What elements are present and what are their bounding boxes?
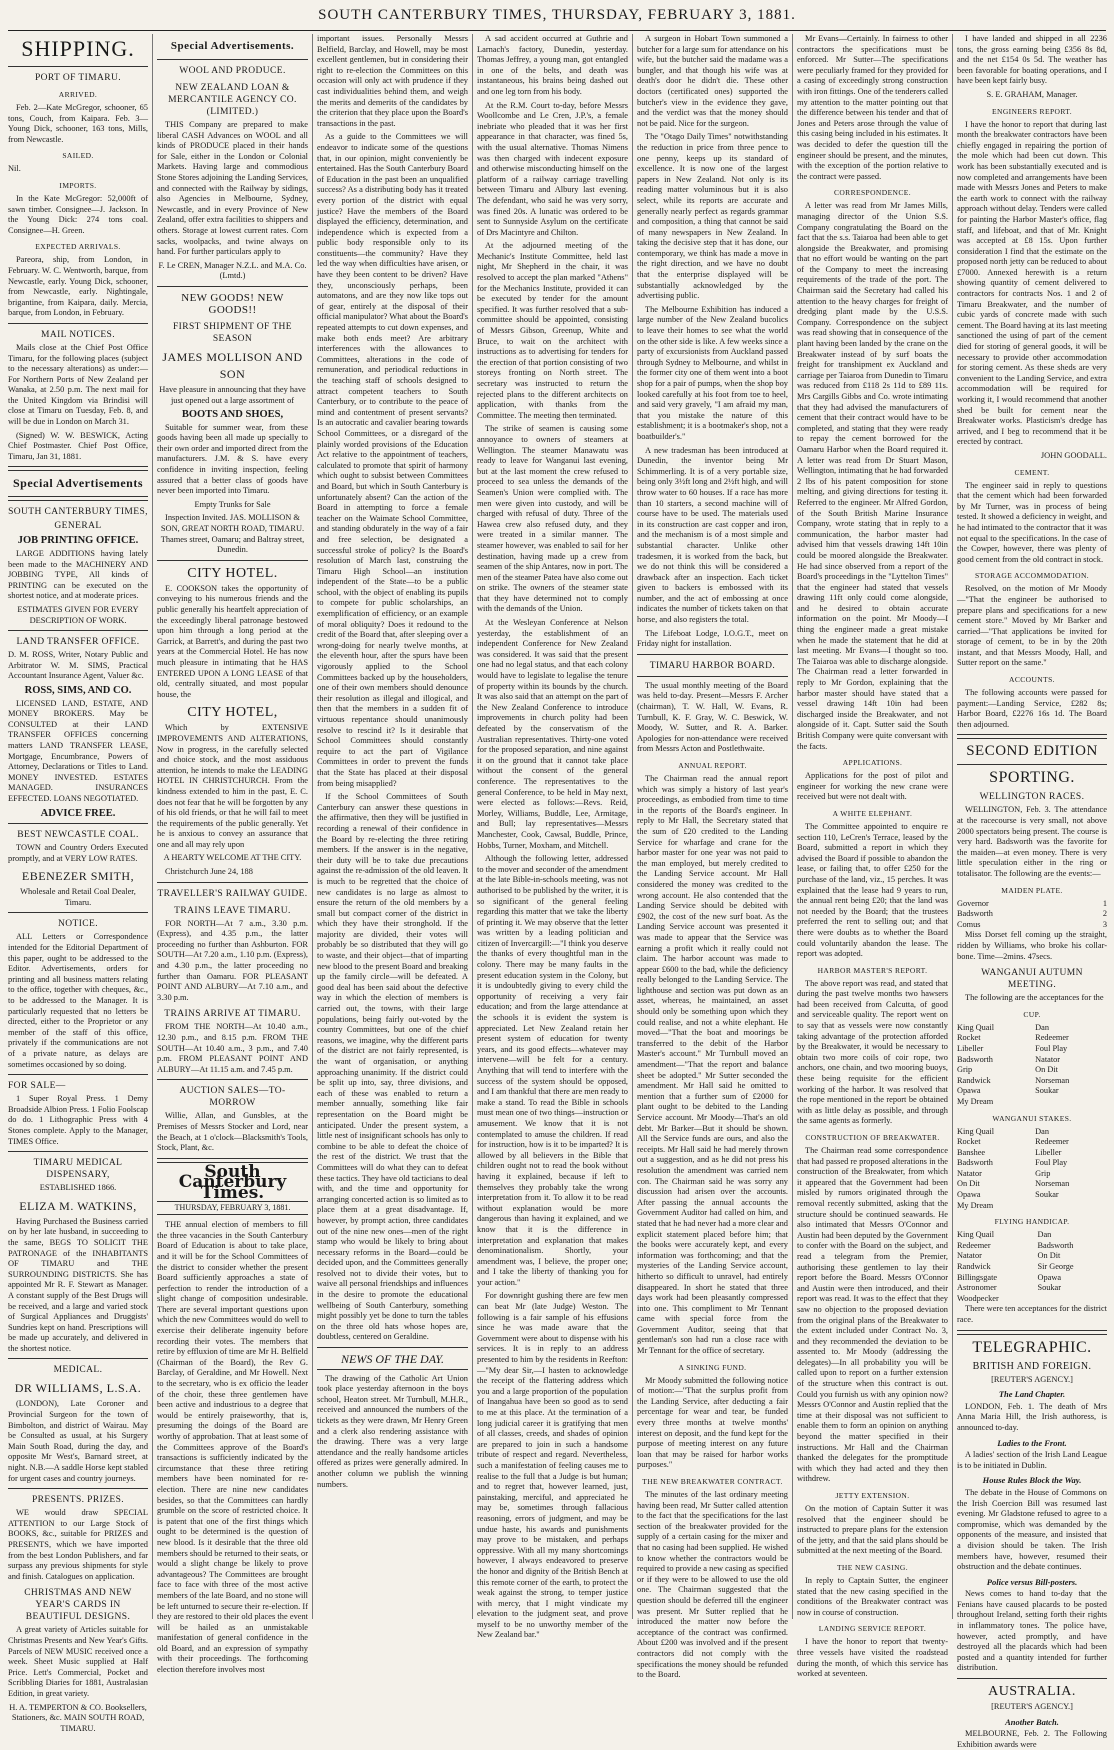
horse-name: Dan	[1035, 1022, 1049, 1032]
column-5	[637, 34, 788, 1680]
editorial-paragraph: If the School Committees of South Canterbury can answer these questions in the affirmative, then they will be justified in recording a renewal of their confidence in the Board by re-electing the three retiring members. If the answer is in the negative, their duty will be to take due precautions against the re-admission of the old leaven. It is much to be regretted that the choice of new candidates is no large as almost to ensure the return of the old members by a small but compact corner of the district in which they have their stronghold. If the majority are divided, their votes will probably be so distributed that they will go to waste, and their object—that of imparting new blood to the present Board and breaking up the family circle—will be defeated. A good deal has been said about the defective way in which the election of members is carried out, the towns, with their large populations, being fairly out-voted by the country Committees, but one of the chief reasons, we imagine, why the different parts of the district are not fairly represented, is the want of organisation, or anything approaching unanimity. If the district could be split up into, say, three divisions, and each of these was enabled to return a member annually, something like fair representation on the Board might be anticipated. Under the present system, a little nest of insignificant schools has only to combine to be able to defeat the choice of the rest of the district. We trust that the Committees will do what they can to defeat these tactics. They have old tacticians to deal with, and the time and opportunity for arranging concerted action is so limited as to place them at a great disadvantage. If, however, by prompt action, three candidates out of the nine new ones—men of the right stamp who would be likely to bring about necessary reforms in the Board—could be decided upon, and the Committees generally resolved not to divide their votes, but to waive all personal friendships and influences in the desire to promote the educational wellbeing of South Canterbury, something might possibly yet be done to turn the tables on the three old hats whose hopes are, doubtless, centered on Geraldine.	[317, 792, 469, 1342]
table-row	[957, 1055, 1107, 1066]
column-2	[157, 34, 308, 1675]
hotel-text: E. COOKSON takes the opportunity of conveying to his numerous friends and the public generally his heartfelt appreciation of the exceedingly liberal patronage bestowed upon him through a long period at the Garrick, at Barrett's, and during the past two years at the Commercial Hotel. He has now much pleasure in intimating that he HAS ENTERED UPON A LONG LEASE of that old, centrally situated, and most popular house, the	[157, 583, 308, 699]
table-row	[957, 1127, 1107, 1138]
harbour-paragraph: In reply to Captain Sutter, the engineer stated that the new casing specified in the conditions of the Breakwater contract was now in course of construction.	[797, 1575, 948, 1617]
horse-name: Dan	[1037, 1230, 1052, 1240]
horse-name: Dan	[1035, 1126, 1049, 1136]
cable-heading: Police versus Bill-posters.	[986, 1576, 1078, 1587]
harbour-board-heading: TIMARU HARBOR BOARD.	[649, 660, 776, 671]
horse-name: Randwick	[957, 1262, 991, 1272]
reuter-credit: [REUTER'S AGENCY.]	[991, 1374, 1073, 1384]
masthead: SOUTH CANTERBURY TIMES, THURSDAY, FEBRUARY 3, 1881.	[318, 7, 796, 23]
land-text: LICENSED LAND, ESTATE, AND MONEY BROKERS. May be CONSULTED at their LAND TRANSFER OFFICES concerning matters LAND TRANSFER LEASE, Mortgage, Encumbrance, Powers of Attorney, Declarations or Titles to Land. MONEY INVESTED. ESTATES MANAGED. INSURANCES EFFECTED. LOANS NEGOTIATED.	[8, 698, 148, 803]
table-row	[957, 909, 1107, 920]
sinking-fund-heading: A SINKING FUND.	[678, 1362, 747, 1372]
mollison-trunks: Empty Trunks for Sale	[194, 499, 271, 509]
table-row	[957, 1169, 1107, 1180]
divider	[8, 1488, 148, 1489]
sporting-heading: SPORTING.	[989, 769, 1075, 787]
sporting-paragraph: Miss Dorset fell coming up the straight, ridden by Williams, who broke his collar-bone. Time—2mins. 47secs.	[957, 930, 1107, 961]
horse-name: Randwick	[957, 1075, 991, 1085]
divider	[8, 1151, 148, 1152]
cement-heading: CEMENT.	[1014, 467, 1050, 477]
cable-heading: Ladies to the Front.	[997, 1437, 1067, 1448]
column-rule	[312, 34, 313, 1619]
expected-heading: EXPECTED ARRIVALS.	[35, 242, 121, 252]
cable-heading: House Rules Block the Way.	[982, 1475, 1082, 1486]
table-row	[957, 1044, 1107, 1055]
auction-heading: AUCTION SALES—TO-MORROW	[179, 1086, 286, 1109]
table-row	[957, 1283, 1107, 1294]
divider	[317, 1347, 468, 1348]
office-text: LARGE ADDITIONS having lately been made to the MACHINERY AND JOBBING TYPE, All kinds of PRINTING can be executed on the shortest notice, and at moderate prices.	[8, 549, 148, 601]
jetty-heading: JETTY EXTENSION.	[835, 1491, 910, 1500]
divider	[157, 286, 308, 287]
divider	[637, 654, 788, 655]
news-paragraph: At the R.M. Court to-day, before Messrs Woollcombe and Le Cren, J.P.'s, a female inebriate who pleaded that it was her first appearance in that character, was fined 5s, with the usual alternative. Thomas Nimens was then charged with indecent exposure and otherwise misconducting himself on the platform of a railway carriage travelling between Timaru and Albury last evening. The defendant, who said he was very sorry, was fined 20s. A lunatic was ordered to be sent to Sunnyside Asylum on the certificate of Drs Macintyre and Chilton.	[477, 100, 628, 237]
table-row	[957, 1023, 1107, 1034]
flying-handicap-heading: FLYING HANDICAP.	[994, 1217, 1070, 1227]
divider	[157, 1079, 308, 1080]
table-row	[957, 1273, 1107, 1284]
office-line-2: GENERAL	[54, 521, 102, 532]
divider	[157, 560, 308, 561]
applications-heading: APPLICATIONS.	[842, 758, 903, 768]
british-foreign-heading: BRITISH AND FOREIGN.	[972, 1360, 1092, 1372]
dispensary-name: ELIZA M. WATKINS,	[19, 1198, 137, 1213]
notice-text: ALL Letters or Correspondence intended for the Editorial Department of this paper, ought to be addressed to the Editor. Advertisements, orders for printing and all business matters relating to the office, together with cheques, &c., to be addressed to the Manager. It is particularly requested that no letters be directed, either to the Proprietor or any member of the staff of this office, privately if the communications are not of a private nature, as delays are sometimes occasioned by so doing.	[8, 932, 148, 1069]
office-line-1: SOUTH CANTERBURY TIMES,	[8, 507, 148, 518]
horse-name: On Dit	[1037, 1251, 1061, 1261]
harbour-paragraph: The usual monthly meeting of the Board was held to-day. Present—Messrs F. Archer (chairman), T. W. Hall, W. Evans, R. Turnbull, K. F. Gray, W. C. Beswick, W. Moody, W. Sutter, and R. A. Barker. Apologies for non-attendance were received from Messrs Acton and Postlethwaite.	[637, 680, 788, 754]
table-row	[957, 1179, 1107, 1190]
dispensary-heading: TIMARU MEDICAL DISPENSARY,	[33, 1158, 123, 1181]
office-footer: ESTIMATES GIVEN FOR EVERY DESCRIPTION OF WORK.	[17, 605, 139, 625]
nzla-signature: F. Le CREN, Manager N.Z.L. and M.A. Co. (Lmtd.)	[158, 260, 307, 281]
table-row	[957, 1065, 1107, 1076]
cable-paragraph: News comes to hand to-day that the Fenians have caused placards to be posted throughout Ireland, setting forth their rights in inflammatory tones. The police have, however, acted promptly, and have destroyed all the placards which had been posted and a quantity intended for further distribution.	[957, 1589, 1107, 1673]
second-edition-heading: SECOND EDITION	[966, 743, 1098, 760]
divider	[317, 1369, 468, 1370]
stakes-acceptances-table	[957, 1127, 1107, 1212]
column-1	[8, 34, 148, 1733]
table-row	[957, 1230, 1107, 1241]
divider	[8, 630, 148, 631]
arrived-text: Feb. 2—Kate McGregor, schooner, 65 tons, Couch, from Kaipara. Feb. 3—Young Dick, schooner, 163 tons, Mills, from Newcastle.	[8, 103, 148, 144]
horse-name: On Dit	[957, 1179, 980, 1189]
divider	[957, 764, 1107, 765]
horse-name: Sir George	[1037, 1262, 1074, 1272]
horse-name: Rocket	[957, 1033, 981, 1043]
mail-text: Mails close at the Chief Post Office Timaru, for the following places (subject to the necessary alterations) as under:— For Northern Ports of New Zealand per Wanaka, at 2.50 p.m. The next mail for the United Kingdom via Brindisi will close at Timaru on Tuesday, Feb. 8, and will be due in London on March 31.	[8, 342, 148, 427]
cable-paragraph: A ladies' section of the Irish Land League is to be initiated in Dublin.	[957, 1450, 1107, 1470]
auction-text: Willie, Allan, and Gunsbles, at the Premises of Messrs Stocker and Lord, near the Beach, at 1 o'clock—Blacksmith's Tools, Stock, Plant, &c.	[157, 1111, 308, 1153]
sporting-paragraph: There were ten acceptances for the district race.	[957, 1304, 1107, 1324]
news-paragraph: The Melbourne Exhibition has induced a large number of the New Zealand bucolics to leave their homes to see what the world on the other side is like. A few weeks since a party of excursionists from Auckland passed through Sydney to Melbourne, and whilst in the former city one of them went into a boot shop for a pair of pumps, when the shop boy looked carefully at his foot from toe to heel, and said very gravely, "I am afraid my man, that you mistake the nature of this establishment; it is a bootmaker's shop, not a boatbuilder's."	[637, 304, 788, 441]
office-line-3: JOB PRINTING OFFICE.	[17, 535, 139, 547]
divider	[957, 1330, 1107, 1335]
harbour-paragraph: I have the honor to report that during last month the breakwater contractors have been chiefly engaged in repairing the portion of the mole which had been cut down. This work has been substantially executed and is now completed and arrangements have been made with Messrs Jones and Peters to make the earth work to connect with the railway approach without delay. Tenders were called for painting the Harbor Master's office, flag staff, and lifeboat, and that of Mr. Knight was accepted at £8 15s. Upon further consideration I find that the estimate on the proposed north jetty can be reduced to about £7000. Annexed herewith is a return showing quantity of cement delivered to contractors for contracts Nos. 1 and 2 of Timaru Breakwater, and the number of cubic yards of concrete made with such cement. The Board having at its last meeting sanctioned the using of part of the cement died for storing of general goods, it will be necessary to provide other accommodation for storing cement. As these sheds are very convenient to the Landing Service, and extra accommodation will be required for working it, I would recommend that another shed be built for cement near the Breakwater works. Plasticism's dredge has arrived, and I beg to recommend that it be erected by contract.	[957, 119, 1107, 447]
harbour-paragraph: The Committee appointed to enquire re section 110, LeCren's Terrace, leased by the Board, submitted a report in which they advised the Board if possible to abandon the lease, or failing that, to offer £250 for the purchase of the land, viz., 15 perches. It was explained that the lease had 9 years to run, the annual rent being £20; that the land was not needed by the Board; that the trustees preferred the rent to selling out; and that there were doubts as to whether the Board could voluntarily abandon the lease. The report was adopted.	[797, 821, 948, 959]
imports-heading: IMPORTS.	[59, 180, 97, 190]
cable-heading: Another Batch.	[1005, 1716, 1059, 1727]
table-row	[957, 1097, 1107, 1108]
harbour-paragraph: The following accounts were passed for payment:—Landing Service, £282 8s; Harbor Board, £2276 16s 1d. The Board then adjourned.	[957, 688, 1107, 729]
divider	[8, 823, 148, 824]
presents-text: WE would draw SPECIAL ATTENTION to our Large Stock of BOOKS, &c., suitable for PRIZES and PRESENTS, which we have imported from the best London Publishers, and far surpass any previous shipments for style and finish. Catalogues on application.	[8, 1508, 148, 1581]
annual-report-heading: ANNUAL REPORT.	[678, 761, 747, 770]
coal-text: TOWN and Country Orders Executed promptly, and at VERY LOW RATES.	[8, 843, 148, 863]
flying-acceptances-table	[957, 1230, 1107, 1304]
mollison-signature: Inspection Invited. JAS. MOLLISON & SON, GREAT NORTH ROAD, TIMARU. Thames street, Oamaru; and Baltray street, Dunedin.	[160, 513, 305, 555]
sailed-text: Nil.	[8, 164, 21, 174]
hotel-heading: CITY HOTEL.	[187, 565, 278, 581]
horse-name: King Quail	[957, 1022, 995, 1032]
masthead-rule	[8, 30, 1106, 31]
doctor-name: DR WILLIAMS, L.S.A.	[14, 1381, 142, 1396]
horse-name: Redeemer	[1035, 1033, 1069, 1043]
column-rule	[472, 34, 473, 1619]
sale-items: 1 Super Royal Press. 1 Demy Broadside Albion Press. 1 Folio Foolscap do do. 1 Lithographic Press with 4 Stones complete. Apply to the Manager, TIMES Office.	[8, 1094, 148, 1146]
placing: 1	[1102, 898, 1107, 908]
harbour-paragraph: On the motion of Captain Sutter it was resolved that the engineer should be instructed to prepare plans for the extension of the jetty, and that the said plans should be submitted at the next meeting of the Board.	[797, 1504, 948, 1556]
horse-name: Norseman	[1035, 1179, 1070, 1189]
accounts-heading: ACCOUNTS.	[1009, 675, 1055, 685]
column-3	[317, 34, 468, 1619]
expected-text: Pareora, ship, from London, in February. W. C. Wentworth, barque, from Newcastle, early. Young Dick, schooner, from Newcastle, early. Nightingale, brigantine, from Kaipara, daily. Mercia, barque, from London, in February.	[8, 255, 148, 318]
dispensary-est: ESTABLISHED 1866.	[39, 1183, 117, 1193]
cable-paragraph: The debate in the House of Commons on the Irish Coercion Bill was resumed last evening. Mr Gladstone refused to agree to a compromise, which was demanded by the opponents of the measure, and insisted that a division should be taken. The Irish members have, however, resumed their obstruction and the debate continues.	[957, 1487, 1107, 1572]
divider	[637, 676, 788, 677]
wool-heading: WOOL AND PRODUCE.	[179, 66, 286, 76]
harbour-paragraph: The engineer said in reply to questions that the cement which had been forwarded by Mr Turner, was in process of being tested. It showed a deficiency in weight, and he had intimated to the contractor that it was not equal to the specifications. In the case of the Cowper, however, there was plenty of good cement from the old contract in stock.	[957, 480, 1107, 564]
harbour-paragraph: The Chairman read some correspondence that had passed re proposed alterations in the construction of the Breakwater, from which it appeared that the Government had been misled by rumors originated through the removal recently submitted, asking that the structure should be continued seawards. He also intimated that Messrs O'Connor and Austin had been deputed by the Government to confer with the Board on the subject, and read a telegram from the Premier, authorising these gentlemen to lay their report before the Board. Messrs O'Connor and Austin were then introduced, and their report was read. It was to the effect that they saw no objection to the proposed deviation from the original plans of the Breakwater to the extent included under Contract No. 3, and they recommended the deviation to be assented to. Mr Moody (addressing the delegates)—In all probability you will be called upon to report on a further extension of the structure when this contract is out. Could you furnish us with any opinion now? Messrs O'Connor and Austin replied that the time at their disposal was not sufficient to enable them to form an opinion on anything beyond the matter specified in their instructions. Mr Hall and the Chairman thanked the delegates for the promptitude with which they had acted and they then withdrew.	[797, 1146, 948, 1484]
placing: 3	[1102, 919, 1107, 929]
presents-heading: PRESENTS. PRIZES.	[31, 1495, 125, 1506]
sale-heading: FOR SALE—	[8, 1081, 66, 1092]
horse-name: Woodpecker	[957, 1293, 999, 1303]
cup-acceptances-table	[957, 1023, 1107, 1108]
horse-name: Natator	[957, 1251, 982, 1261]
mollison-boots: BOOTS AND SHOES,	[181, 409, 284, 421]
divider	[8, 323, 148, 324]
divider	[957, 734, 1107, 739]
column-7	[957, 34, 1107, 1749]
cable-heading: The Land Chapter.	[998, 1389, 1066, 1400]
editorial-paragraph: As a guide to the Committees we will endeavor to indicate some of the questions that, in our opinion, might conveniently be entertained. Has the South Canterbury Board of Education in the past been an unqualified success? As a distributing body has it treated every portion of the district with equal justice? Have the members of the Board displayed the efficiency, determination, and independence which is expected from a public body responsible only to its constituents—the community? Have they led the way when difficulties have arisen, or have they been content to be driven? Have they, unconsciously perhaps, been automatons, and are they now like tops out of gear, entirely at the disposal of their official manipulator? What about the Board's repeated attempts to cut down expenses, and make both ends meet? Are arbitrary interferences with the allowances to Committees, alterations in the code of remuneration, and periodical reductions in the teaching staff of schools designed to attract competent teachers to South Canterbury, or to contribute to the peace of mind and contentment of present servants? Is an autocratic and cavalier bearing towards School Committees, or a disregard of the plainly worded provisions of the Education Act relative to the appointment of teachers, calculated to promote that spirit of harmony which ought to subsist between Committees and Board, but which in South Canterbury is unfortunately absent? Can the action of the Board in attempting to force a female teacher on the Waimate School Committee, and standing obdurately in the way of a fair and free selection, be designated a successful stroke of policy? Is the Board's resolution of March last, construing the Timaru High School—an institution independent of the State—to be a public school, with the object of enabling its pupils to compete for public scholarships, an exemplification of efficiency, or an example of moral obliquity? Does it redound to the credit of the Board that, after sleeping over a wrong-doing for nearly twelve months, at the eleventh hour, after the spurs have been vigorously applied to the School Committees backed up by the householders, one of their own members should denounce their resolution as illegal and illogical, and then that the members in a sudden fit of virtuous repentance should unanimously resolve to rescind it? Is it desirable that School Committees should constantly require to act the part of Vigilance Committees in order to prevent the funds that the State has placed at their disposal from being misapplied?	[317, 132, 468, 788]
xmas-heading: CHRISTMAS AND NEW YEAR'S CARDS IN BEAUTIFUL DESIGNS.	[24, 1588, 132, 1623]
horse-name: Grip	[957, 1065, 973, 1075]
coal-heading: BEST NEWCASTLE COAL.	[17, 830, 139, 841]
horse-name: Astronomer	[957, 1283, 997, 1293]
table-row	[957, 920, 1107, 931]
special-ads-heading: Special Advertisements.	[170, 40, 295, 52]
hotel-date: Christchurch June 24, 188	[165, 867, 253, 877]
hotel-name: CITY HOTEL,	[187, 705, 278, 721]
horse-name: Opawa	[1037, 1272, 1061, 1282]
divider	[8, 66, 148, 67]
editorial-text: THE annual election of members to fill the three vacancies in the South Canterbury Board of Education is about to take place, and it will be for the School Committees of the district to consider whether the present Board sufficiently approaches a state of perfection to render the introduction of a slight change of composition undesirable. There are several important questions upon which the new Committees would do well to exercise their deliberate ingenuity before recording their votes. The members that retire by effluxion of time are Mr H. Belfield (Chairman of the Board), the Rev G. Barclay, of Geraldine, and Mr Howell. Next to the secretary, who is ex officio the leader of the choir, these three gentlemen have been active and industrious to a degree that would be entirely praiseworthy, that is, presuming the doings of the Board are worthy of approbation. That at least some of the Committees approve of the Board's transactions is sufficiently indicated by the circumstance that these three retiring members have been nominated for re-election. There are nine new candidates besides, so that the Committees can hardly grumble on the score of restricted choice. It is patent that one of the first things which ought to be determined is the question of new blood. Is it desirable that the three old members should be returned to their seats, or would a slight change be likely to prove advantageous? The Committees are brought face to face with three of the most active members of the late Board, and no stone will be left unturned to secure their re-election. If they are restored to their old places the event will be hailed as an unmistakable manifestation of general confidence in the old Board, and an expression of sympathy with their proceedings. The forthcoming election therefore involves most	[157, 1220, 308, 1675]
horse-name: Foul Play	[1035, 1043, 1068, 1053]
trains-leave-text: FOR NORTH—At 7 a.m., 3.30 p.m. (Express), and 4.35 p.m., the latter proceeding no further than Ashburton. FOR SOUTH—At 7.20 a.m., 1.10 p.m. (Express), and 4.30 p.m., the latter proceeding no further than Oamaru. FOR PLEASANT POINT AND ALBURY—At 7.10 a.m., and 3.30 p.m.	[157, 918, 308, 1002]
mail-signature: (Signed) W. W. BESWICK, Acting Chief Postmaster. Chief Post Office, Timaru, Jan 31, 1881.	[8, 430, 148, 461]
trains-arrive-text: FROM THE NORTH—At 10.40 a.m., 12.30 p.m., and 8.15 p.m. FROM THE SOUTH—At 10.40 a.m., 3 p.m., and 7.40 p.m. FROM PLEASANT POINT AND ALBURY—At 11.15 a.m. and 7.45 p.m.	[157, 1022, 308, 1074]
arrived-heading: ARRIVED.	[58, 90, 98, 99]
table-row	[957, 1137, 1107, 1148]
harbour-paragraph: Resolved, on the motion of Mr Moody—"That the engineer be authorised to prepare plans and specifications for a new cement store." Moved by Mr Barker and carried—"That applications be invited for storage of cement, to be in by the 20th instant, and that Messrs Moody, Hall, and Sutter report on the same."	[957, 584, 1107, 668]
divider	[8, 1358, 148, 1359]
horse-name: My Dream	[957, 1096, 994, 1106]
land-names: D. M. ROSS, Writer, Notary Public and Arbitrator W. M. SIMS, Practical Accountant Insurance Agent, Valuer &c.	[8, 650, 148, 681]
reuter-credit: [REUTER'S AGENCY.]	[991, 1702, 1073, 1712]
wanganui-heading: WANGANUI AUTUMN MEETING.	[981, 968, 1083, 991]
horse-name: Soukar	[1037, 1283, 1062, 1293]
horse-name: Opawa	[957, 1190, 981, 1200]
horse-name	[1038, 1294, 1108, 1305]
horse-name: Opawa	[957, 1086, 981, 1096]
news-paragraph: At the adjourned meeting of the Mechanic's Institute Committee, held last night, Mr Shepherd in the chair, it was resolved to accept the plan marked "Athens" for the Mechanics Institute, provided it can be executed by tender for the amount specified. It was further resolved that a sub-committee should be appointed, consisting of Messrs Gibson, Greenup, White and Bruce, to wait on the architect with instructions as to advertising for tenders for the erection of that portion consisting of two storeys fronting on North street. The secretary was instructed to return the rejected plans to the different architects on application, with thanks from the Committee. The meeting then terminated.	[477, 241, 628, 420]
sailed-heading: SAILED.	[62, 151, 94, 161]
horse-name: Libeller	[957, 1043, 984, 1053]
xmas-text: A great variety of Articles suitable for Christmas Presents and New Year's Gifts. Parcels of NEW MUSIC received once a week. Sheet Music supplied at Half Price. Lett's Commercial, Pocket and Scribbling Diaries for 1881, Australasian Edition, in great variety.	[8, 1625, 148, 1698]
harbour-paragraph: I have landed and shipped in all 2236 tons, the gross earning being £356 8s 8d, and the net £154 0s 5d. The weather has been favorable for boating operations, and I have been kept fairly busy.	[957, 34, 1107, 86]
coal-sub: Wholesale and Retail Coal Dealer, Timaru.	[20, 887, 136, 907]
table-row	[957, 1190, 1107, 1201]
land-footer: ADVICE FREE.	[40, 807, 116, 819]
horse-name: Soukar	[1035, 1086, 1059, 1096]
imports-text: In the Kate McGregor: 52,000ft of sawn timber. Consignee—J. Jackson. In the Young Dick: 274 tons coal. Consignee—H. Green.	[8, 193, 148, 235]
white-elephant-heading: A WHITE ELEPHANT.	[832, 808, 913, 818]
horse-name	[1035, 1097, 1107, 1108]
harbour-paragraph: Applications for the post of pilot and engineer for working the new crane were received but were not dealt with.	[797, 771, 948, 802]
paper-title: South Canterbury Times.	[178, 1161, 287, 1203]
engineers-report-heading: ENGINEERS REPORT.	[992, 106, 1072, 116]
maiden-plate-table	[957, 899, 1107, 931]
engineer-signature: JOHN GOODALL.	[1040, 450, 1107, 460]
news-paragraph: The "Otago Daily Times" notwithstanding the reduction in price from three pence to one penny, keeps up its standard of excellence. It is now one of the largest papers in New Zealand. Not only is its reading matter voluminous but it is also select, while its reports are accurate and generally nearly perfect as regards grammar and composition, a thing that cannot be said of many newspapers in New Zealand. In taking the decisive step that it has done, our contemporary, we think has made a move in the right direction, and we have no doubt that the enterprise displayed will be substantially acknowledged by the advertising public.	[637, 132, 788, 301]
land-firm: ROSS, SIMS, AND CO.	[24, 684, 132, 696]
mollison-name: JAMES MOLLISON AND SON	[162, 349, 303, 381]
special-ads-heading: Special Advertisements	[13, 476, 143, 491]
news-paragraph: A surgeon in Hobart Town summoned a butcher for a large sum for attendance on his wife, but the butcher said the madame was a bungler, and that though his wife was at death's door he didn't die. These other doctors (certificated ones) supported the butcher's view in the evidence they gave, and the verdict was that the money should not be paid. Nice for the surgeon.	[637, 34, 788, 128]
table-row	[957, 1158, 1107, 1169]
divider	[8, 1074, 148, 1075]
horse-name: Badsworth	[957, 1054, 993, 1064]
table-row	[957, 1262, 1107, 1273]
horse-name: Billingsgate	[957, 1272, 998, 1282]
horse-name: Badsworth	[1037, 1240, 1074, 1250]
harbour-paragraph: Mr Moody submitted the following notice of motion:—"That the surplus profit from the Landing Service, after deducting a fair percentage for wear and tear, be funded every three months at twelve months' interest on deposit, and the fund kept for the purpose of meeting interest on any future loan that may be raised for harbor works purposes."	[637, 1375, 788, 1470]
port-heading: PORT OF TIMARU.	[34, 73, 122, 83]
horse-name: Banshee	[957, 1147, 986, 1157]
xmas-signature: H. A. TEMPERTON & CO. Booksellers, Stationers, &c. MAIN SOUTH ROAD, TIMARU.	[9, 1702, 147, 1733]
table-row	[957, 1148, 1107, 1159]
paper-date: THURSDAY, FEBRUARY 3, 1881.	[157, 1201, 308, 1216]
australia-heading: AUSTRALIA.	[988, 1684, 1076, 1700]
news-of-the-day-heading: NEWS OF THE DAY.	[341, 1352, 444, 1367]
mail-heading: MAIL NOTICES.	[41, 329, 115, 340]
trains-arrive-heading: TRAINS ARRIVE AT TIMARU.	[164, 1009, 301, 1020]
harbour-paragraph: The minutes of the last ordinary meeting having been read, Mr Sutter called attention to the fact that the specifications for the last section of the breakwater provided for the supply of a certain casing for the mixer and that no casing had been supplied. He wished to know whether the contractors would be required to provide a new casing as specified or if they were to be allowed to use the old one. The Chairman suggested that the question should be deferred till the engineer was present. Mr Sutter replied that he introduced the matter now before the acceptance of the contract was confirmed. About £200 was involved and if the present contractors did not comply with the specifications the money should be refunded to the Board.	[637, 1490, 788, 1680]
table-row	[957, 1033, 1107, 1044]
land-heading: LAND TRANSFER OFFICE.	[16, 637, 140, 648]
column-4	[477, 34, 628, 1640]
table-row	[957, 899, 1107, 910]
wanganui-stakes-heading: WANGANUI STAKES.	[992, 1113, 1072, 1123]
maiden-plate-heading: MAIDEN PLATE.	[1001, 885, 1063, 895]
divider	[157, 59, 308, 60]
horse-name: King Quail	[957, 1126, 995, 1136]
shipping-title: SHIPPING.	[21, 36, 135, 61]
horse-name: Soukar	[1035, 1190, 1059, 1200]
railway-guide-heading: TRAVELLER'S RAILWAY GUIDE.	[157, 888, 308, 899]
goods-subheading: FIRST SHIPMENT OF THE SEASON	[173, 321, 292, 344]
manager-signature: S. E. GRAHAM, Manager.	[986, 89, 1078, 99]
cable-paragraph: LONDON, Feb. 1. The death of Mrs Anna Maria Hill, the Irish authoress, is announced to-day.	[957, 1401, 1107, 1432]
harbour-paragraph: The Chairman read the annual report which was simply a history of last year's proceedings, as embodied from time to time in the reports of the Board's engineer. In reply to Mr Hall, the Secretary stated that the sum of £20 credited to the Landing Service for wharfage and crane for the harbor master for one year was not paid to the man employed, but merely credited to the Landing Service account. Mr Hall considered the money was credited to the wrong account. He also contended that the Landing Service should be debited with £902, the cost of the new surf boat. As the Landing Service account was presented it was made to appear that the Service was earning a profit which it really could not claim. The harbor account was made to appear £600 to the bad, while the deficiency really belonged to the Landing Service. The lighthouse and section was put down as an asset, whereas, he maintained, an asset should only be something upon which they could realise, and not a white elephant. He moved—"That the boat and moorings be transferred to the debit of the Harbor Master's account." Mr Turnbull moved an amendment—"That the report and balance sheet be adopted." Mr Sutter seconded the amendment. Mr Hall said he omitted to mention that a further sum of £2000 for plant ought to be debited to the Landing Service account. Mr Moody—That's an old debt. Mr Barker—But it should be shown. All the Service funds are ours, and also the receipts. Mr Hall said he had merely thrown out a suggestion, and as he did not press his resolution the amendment was carried nem con. The Chairman said he was sorry any discussion had arisen over the accounts. After passing the annual accounts the Government Auditor had called on him, and stated that he had never had a more clear and explicit statement placed before him; that the books were accurately kept, and every information was forthcoming; and that the mysteries of the Landing Service account, hitherto so difficult to unravel, had entirely disappeared. In short he stated that three days work had been pleasantly compressed into one. This compliment to Mr Tennant came with special force from the Government Auditor, seeing that that gentleman's son had run a close race with Mr Tennant for the office of secretary.	[637, 774, 788, 1356]
horse-name: My Dream	[957, 1200, 994, 1210]
nzla-heading: NEW ZEALAND LOAN & MERCANTILE AGENCY CO. (LIMITED.)	[168, 83, 297, 117]
mollison-text-2: Suitable for summer wear, from these goods having been all made up specially to their own order and imported direct from the manufacturers. J.M. & S. have every confidence in inviting inspection, feeling assured that a better class of goods have never been imported into Timaru.	[157, 422, 308, 496]
news-paragraph: For downright gushing there are few men can beat Mr (late Judge) Weston. The following is a fair sample of his effusions since he was made aware that the Government were about to dispense with his services. It is in reply to an address presented to him by the residents in Reefton:—"My dear Sir,—I hasten to acknowledge the receipt of the flattering address which you and a large proportion of the population of Inangahua have been so good as to send to me at this place. At the termination of a long judicial career it is gratifying that men of all classes, creeds, and shades of opinion are prepared to join in such a handsome tribute of respect and regard. Nevertheless, such a manifestation of feeling causes me to realise to the full that a Judge is but human; and to regret that, however learned, just, painstaking, merciful, and appreciated he may be, sometimes through fallacious reasoning, errors of judgment, and may be undue haste, his awards and punishments may prove to be mistaken, and perhaps oppressive. With all my many shortcomings however, I always endeavored to preserve the honor and dignity of the British Bench at this remote corner of the earth, to protect the weak against the strong, to temper justice with mercy, that I might vindicate my elevation to the judgment seat, and prove myself to be no unworthy member of the New Zealand bar."	[477, 1291, 628, 1640]
harbour-paragraph: The above report was read, and stated that during the past twelve months two hawsers had been received from Calcutta, of good and serviceable quality. The report went on to say that as vessels were now constantly taking advantage of the protection afforded by the Breakwater, it would be necessary to obtain two more coils of coir rope, two anchors, one chain, and two mooring buoys, these being requisite for the efficient working of the harbor. It was resolved that the rope mentioned in the report be obtained with as little delay as possible, and through the same agents as formerly.	[797, 978, 948, 1126]
sporting-paragraph: WELLINGTON, Feb. 3. The attendance at the racecourse is very small, not above 2000 spectators being present. The course is very hard. Badsworth was the favorite for the maiden—at even money. There is very little speculation either in the ring or totalisator. The following are the events:—	[957, 805, 1107, 878]
table-row	[957, 1076, 1107, 1087]
contract-heading: THE NEW BREAKWATER CONTRACT.	[642, 1477, 783, 1486]
horse-name: Badsworth	[957, 1158, 993, 1168]
horse-name: Redeemer	[957, 1240, 991, 1250]
news-paragraph: At the Wesleyan Conference at Nelson yesterday, the establishment of an independent Conference for New Zealand was considered. It was said that the present one had no legal status, and that each colony would have to legislate to legalise the tenure of property within its bounds by the church. It was also said that an attempt on the part of the New Zealand Conference to introduce improvements in church polity had been defeated by the conservatism of the Australian representatives. Thirty-one voted for the proposed separation, and nine against it on the ground that it cannot take place without the consent of the general conference. The representatives to the general Conference, to be held in May next, were elected as follows:—Revs. Reid, Morley, Williams, Buddle, Lee, Armitage, and Bull; lay representatives—Messrs Manchester, Cook, Cawsal, Buddle, Prince, Hobbs, Turner, Moxham, and Mitchell.	[477, 618, 628, 850]
news-paragraph: The strike of seamen is causing some annoyance to owners of steamers at Wellington. The steamer Manawatu was ready to leave for Wanganui last evening, but at the last moment the crew refused to proceed to sea unless the demands of the Seamen's Union were complied with. The men were given into custody, and will be charged with refusal of duty. Three of the Hawea crew also refused duty, and they were treated in a similar manner. The steamer however, was enabled to sail for her destination, having made up a crew from seamen of the ship Antares, now in port. The men of the steamer Patea have also come out on strike. The owners of the steamer state that they have determined not to comply with the demands of the Union.	[477, 424, 628, 614]
news-paragraph: The drawing of the Catholic Art Union took place yesterday afternoon in the boys school, Heaton street. Mr Turnbull, M.H.R., received and announced the numbers of the tickets as they were drawn, Mr Henry Green and a clerk also rendering assistance with the drawing. There was a very large attendance and the really handsome articles offered as prizes were generally admired. In another column we publish the winning numbers.	[317, 1373, 468, 1489]
horse-name: Natator	[957, 1168, 982, 1178]
horse-name: On Dit	[1035, 1065, 1058, 1075]
table-row	[957, 1294, 1107, 1305]
horse-name: Natator	[1035, 1054, 1061, 1064]
horse-name: Foul Play	[1035, 1158, 1068, 1168]
harbour-paragraph: Mr Evans—Certainly. In fairness to other contractors the specifications must be enforced. Mr Sutter—The specifications were peculiarly framed for they provided for a casing of exceedingly strong construction with iron fittings. One of the tenderers called my attention to the matter pointing out that the difference between his tender and that of Jones and Peters arose through the value of this casing being included in his estimates. It was decided to defer the question till the engineer should be present, and the minutes, with the exception of the portion relative to the contract were passed.	[797, 34, 948, 181]
construction-heading: CONSTRUCTION OF BREAKWATER.	[805, 1133, 940, 1142]
doctor-text: (LONDON), Late Coroner and Provincial Surgeon for the town of Bimbolton, and district of Wairau. May be Consulted as usual, at his Surgery Main South Road, during the day, and opposite Mr West's, Barnard street, at night. N.B.—A saddle Horse kept stabled for urgent cases and country journeys.	[8, 1399, 148, 1483]
divider	[957, 1678, 1107, 1679]
mollison-text: Have pleasure in announcing that they have just opened out a large assortment of	[159, 384, 306, 405]
divider	[157, 882, 308, 883]
horse-name	[1035, 1201, 1107, 1212]
editorial-continued: important issues. Personally Messrs Belfield, Barclay, and Howell, may be most excellent gentlemen, but in considering their right to re-election the Committees on this occasion will only act with prudence if they cast individualities behind them, and weigh the merits and demerits of the candidates by the criterion that they place upon the Board's transactions in the past.	[317, 34, 468, 128]
table-row	[957, 1251, 1107, 1262]
column-rule	[152, 34, 153, 1619]
news-paragraph: The Lifeboat Lodge, I.O.G.T., meet on Friday night for installation.	[637, 628, 788, 649]
column-rule	[952, 34, 953, 1619]
placing: 2	[1102, 909, 1107, 919]
horse-name: Libeller	[1035, 1147, 1062, 1157]
harbour-paragraph: I have the honor to report that twenty-three vessels have visited the roadstead during the month, of which this service has worked at seventeen.	[797, 1637, 948, 1679]
landing-service-heading: LANDING SERVICE REPORT.	[818, 1624, 927, 1634]
divider	[8, 912, 148, 913]
dispensary-text: Having Purchased the Business carried on by her late husband, in succeeding to the same, BEGS TO SOLICIT THE PATRONAGE of the INHABITANTS OF TIMARU and THE SURROUNDING DISTRICTS. She has appointed Mr R. F. Stewart as Manager. A constant supply of the Best Drugs will be received, and a large and varied stock of Surgical Appliances and Druggists' Sundries kept on hand. Prescriptions will be made up accurately, and delivered in the shortest notice.	[8, 1216, 148, 1353]
cup-heading: CUP.	[1023, 1009, 1041, 1019]
hotel-text-2: Which by EXTENSIVE IMPROVEMENTS AND ALTERATIONS, Now in progress, in the carefully selected and choice stock, and the most assiduous attention, he intends to make the LEADING HOTEL IN CHRISTCHURCH. From the kindness extended to him in the past, E. C. does not fear that he will be forgotten by any of his old friends, or that he will fail to meet the requirements of the public generally. Yet he is anxious to convey an assurance that one and all may rely upon	[157, 723, 308, 849]
horse-name: Redeemer	[1035, 1137, 1069, 1147]
horse-name: Badsworth	[957, 909, 993, 919]
wellington-races-heading: WELLINGTON RACES.	[979, 792, 1085, 803]
column-6	[797, 34, 948, 1679]
coal-name: EBENEZER SMITH,	[21, 869, 135, 884]
column-rule	[792, 34, 793, 1619]
cable-paragraph: MELBOURNE, Feb. 2. The Following Exhibition awards were	[957, 1729, 1107, 1749]
harbour-paragraph: A letter was read from Mr James Mills, managing director of the Union S.S. Company congratulating the Board on the fact that the s.s. Taiaroa had been able to get alongside the Breakwater, and promising that no effort would be wanting on the part of the Company to meet the increasing requirements of the trade of the port. The Chairman said the Secretary had called his attention to the heavy charges for freight of dredging plant made by the U.S.S. Company. Correspondence on the subject was read showing that in consequence of the plant having been landed by the crane on the Breakwater instead of by surf boats the freight for transhipment ex Auckland and carriage per Taiaroa from Dunedin to Timaru was reduced from £118 2s 11d to £89 11s. Mrs Cargills Gibbs and Co. wrote intimating that they had advised the manufacturers of cement that their contract would have to be completed, and stating that they were ready to repay the cement borrowed for the Oamaru Harbor when the Board required it. A letter was read from Dr Stuart Mason, Wellington, intimating that he had forwarded 2 lbs of his patent composition for stone melting, and giving directions for testing it. Referred to the engineer. Mr Alfred Gordon, of the South British Marine Insurance Company, wrote stating that in reply to a communication, the harbor master had advised him that vessels drawing 14ft 10in could be moored alongside the Breakwater. He had since observed from a report of the Board's proceedings in the "Lyttelton Times" that the engineer had stated that vessels drawing 11ft only could come alongside, and he desired to obtain accurate information on the point. Mr Moody—I thing the engineer made a great mistake when he made the statement that he did at last meeting. Mr Evans—I thought so too. The Taiaroa was able to discharge alongside. The Chairman read a letter forwarded in reply to Mr Gordon, explaining that the harbor master should have stated that a vessel drawing 14ft 10in had been discharged inside the Breakwater, and not alongside of it. Capt. Sutter said the South British Company were quite conversant with the facts.	[797, 201, 948, 751]
horse-name: Rocket	[957, 1137, 981, 1147]
storage-heading: STORAGE ACCOMMODATION.	[974, 571, 1090, 581]
table-row	[957, 1201, 1107, 1212]
telegraphic-heading: TELEGRAPHIC.	[972, 1338, 1092, 1356]
casing-heading: THE NEW CASING.	[836, 1562, 909, 1572]
news-paragraph: Although the following letter, addressed to the mover and seconder of the amendment at the late Bible-in-schools meeting, was not authorised to be published by the writer, it is so significant of the general feeling regarding this matter that we take the liberty of printing it. We may observe that the letter was written by a leading politician and citizen of Invercargill:—"I think you deserve the thanks of every thoughtful man in the colony. There may be many faults in the present education system in the Colony, but it is undoubtedly giving to every child the opportunity of receiving a very fair education; and from the large attendance at the schools it is evident the system is appreciated. Let New Zealand retain her present system of education for twenty years, and its good effects—whatever may intervene—will be felt for a century. Anything that will tend to interfere with the success of the system should be opposed, and I am thankful that there are men ready to make a stand. To read the Bible in schools must mean one of two things—instruction or amusement. We know that it is not contemplated to amuse the children. If read for instruction, how is it to be imparted? It is allowed by all believers in the Bible that children ought not to read the book without having it explained, because if left to themselves they probably take the wrong interpretation from it. To allow it to be read without explanation would be more dangerous than having it explained, and we know that it is the difference in interpretation and explanation that makes denominationalism. Shortly, your amendment was, I believe, the proper one; and I take the liberty of thanking you for your action."	[477, 854, 628, 1287]
trains-leave-heading: TRAINS LEAVE TIMARU.	[174, 905, 291, 916]
table-row	[957, 1086, 1107, 1097]
news-paragraph: A sad accident occurred at Guthrie and Larnach's factory, Dunedin, yesterday. Thomas Jeffrey, a young man, got entangled in one of the belts, and death was instantaneous, his brains being dashed out and one leg torn from his body.	[477, 34, 628, 96]
news-paragraph: A new tradesman has been introduced at Dunedin, the inventor being Mr Schimmerling. It is of a very portable size, being only 3½ft long and 2½ft high, and will throw water to 60 houses. If a race has more than 10 starters, a second machine will of course have to be used. The materials used in its construction are cast copper and iron, and the mechanism is of a most simple and substantial character. Unlike other tradesmen, it is worked from the back, but we do not think this will be considered a drawback after an inspection. Each ticket given to backers is embossed with its number, and the act of embossing at once indicates the number of tickets taken on that horse, and also registers the total.	[637, 445, 788, 625]
sporting-paragraph: The following are the acceptances for the	[965, 993, 1104, 1003]
goods-heading: NEW GOODS! NEW GOODS!!	[181, 291, 284, 316]
horse-name: Norseman	[1035, 1075, 1070, 1085]
horse-name: Comus	[957, 919, 981, 929]
hotel-welcome: A HEARTY WELCOME AT THE CITY.	[163, 853, 302, 863]
divider	[8, 496, 148, 501]
column-rule	[632, 34, 633, 1619]
nzla-text: THIS Company are prepared to make liberal CASH Advances on WOOL and all kinds of PRODUCE placed in their hands for Sale, either in the London or Colonial Markets. Having large and commodious Stone Stores adjoining the Landing Services, and connected with the Railway by sidings, also Agencies in Melbourne, Sydney, Newcastle, and in every Province of New Zealand, offer extra facilities to shippers and others. Storage at lowest current rates. Corn sacks, woolpacks, and twine always on hand. For further particulars apply to	[157, 120, 308, 257]
correspondence-heading: CORRESPONDENCE.	[833, 188, 912, 198]
notice-heading: NOTICE.	[57, 919, 98, 930]
horse-name: Governor	[957, 898, 989, 908]
horse-name: Grip	[1035, 1168, 1051, 1178]
table-row	[957, 1241, 1107, 1252]
horse-name: King Quail	[957, 1230, 995, 1240]
harbor-master-heading: HARBOR MASTER'S REPORT.	[817, 965, 928, 975]
medical-heading: MEDICAL.	[53, 1365, 103, 1376]
divider	[8, 466, 148, 471]
